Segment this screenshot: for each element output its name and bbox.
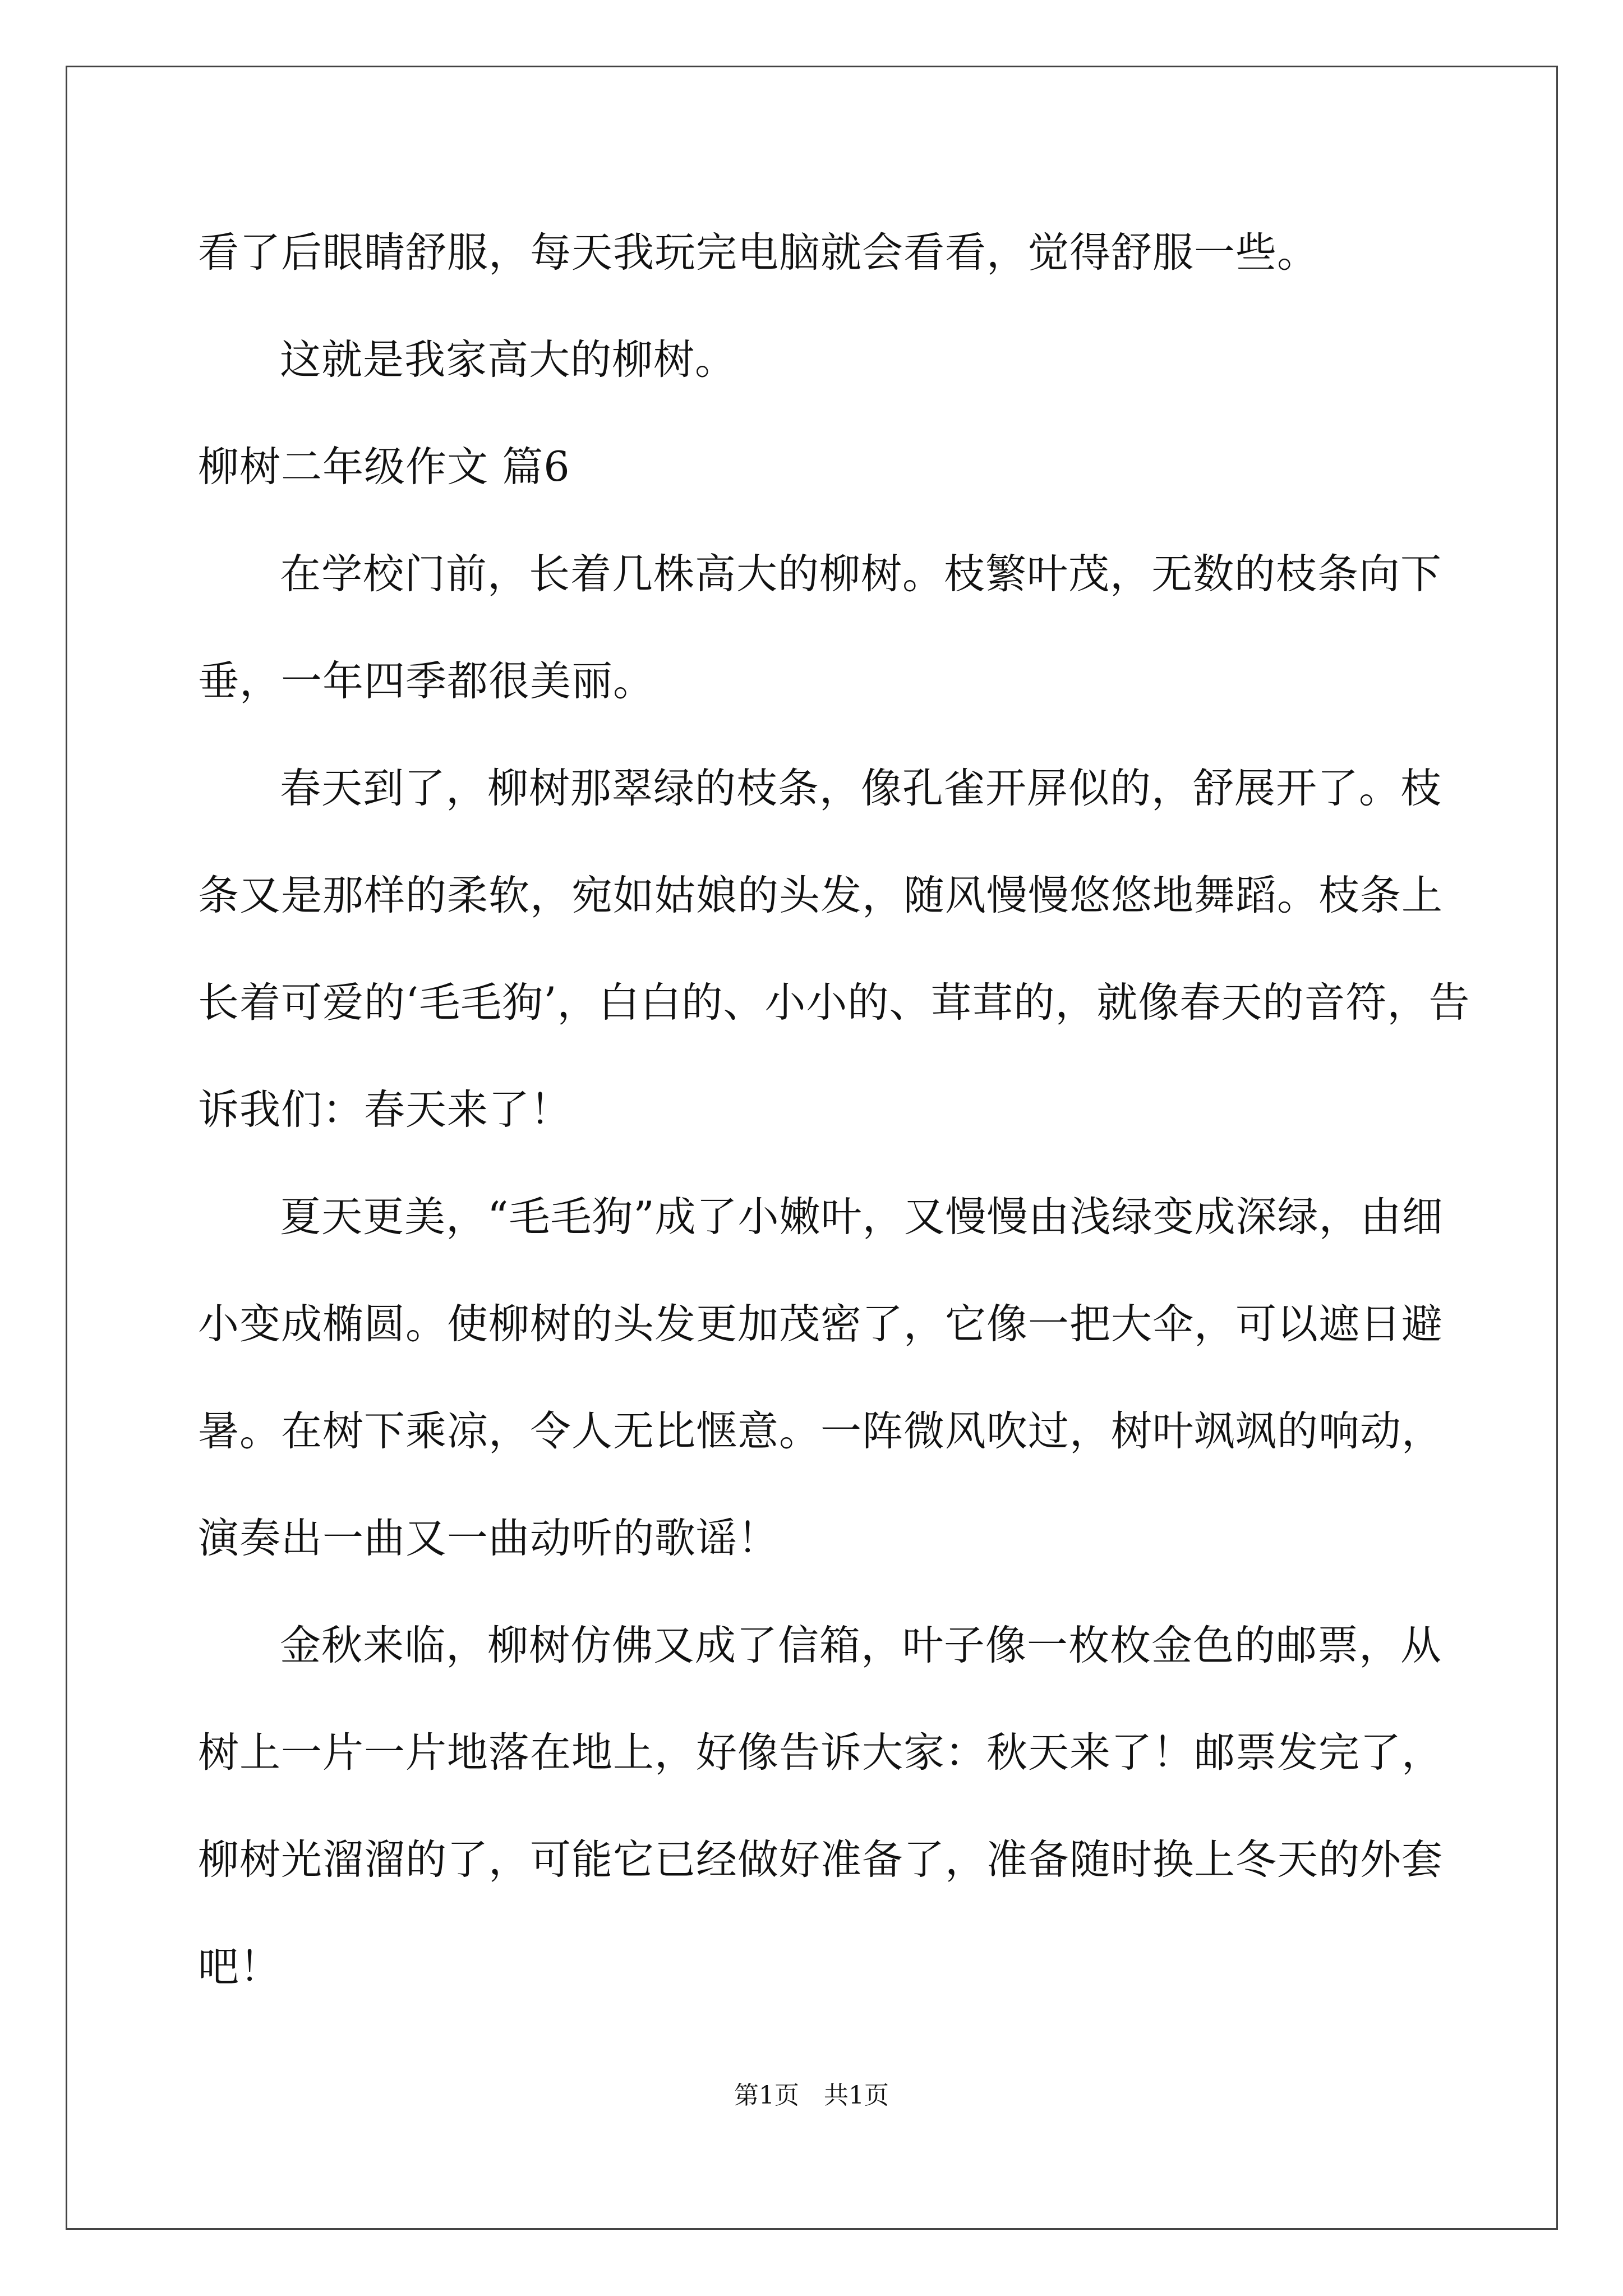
paragraph-continuation: 看了后眼睛舒服，每天我玩完电脑就会看看，觉得舒服一些。 (198, 229, 1318, 277)
paragraph-intro: 在学校门前，长着几株高大的柳树。枝繁叶茂，无数的枝条向下垂，一年四季都很美丽。 (198, 550, 1442, 705)
paragraph-closing: 这就是我家高大的柳树。 (280, 336, 736, 384)
paragraph-autumn: 金秋来临，柳树仿佛又成了信箱，叶子像一枚枚金色的邮票，从树上一片一片地落在地上，好像告诉大家：秋天来了！邮票发完了，柳树光溜溜的了，可能它已经做好准备了，准备随时换上冬天的外套吧！ (198, 1622, 1443, 1991)
paragraph-summer: 夏天更美，“毛毛狗”成了小嫩叶，又慢慢由浅绿变成深绿，由细小变成椭圆。使柳树的头发更加茂密了，它像一把大伞，可以遮日避暑。在树下乘凉，令人无比惬意。一阵微风吹过，树叶飒飒的响动，演奏出一曲又一曲动听的歌谣！ (198, 1193, 1444, 1562)
paragraph-spring: 春天到了，柳树那翠绿的枝条，像孔雀开屏似的，舒展开了。枝条又是那样的柔软，宛如姑娘的头发，随风慢慢悠悠地舞蹈。枝条上长着可爱的‘毛毛狗’，白白的、小小的、茸茸的，就像春天的音符，告诉我们：春天来了！ (198, 765, 1470, 1134)
page-footer: 第1页 共1页 (734, 2081, 889, 2110)
section-heading: 柳树二年级作文 篇6 (198, 443, 570, 491)
